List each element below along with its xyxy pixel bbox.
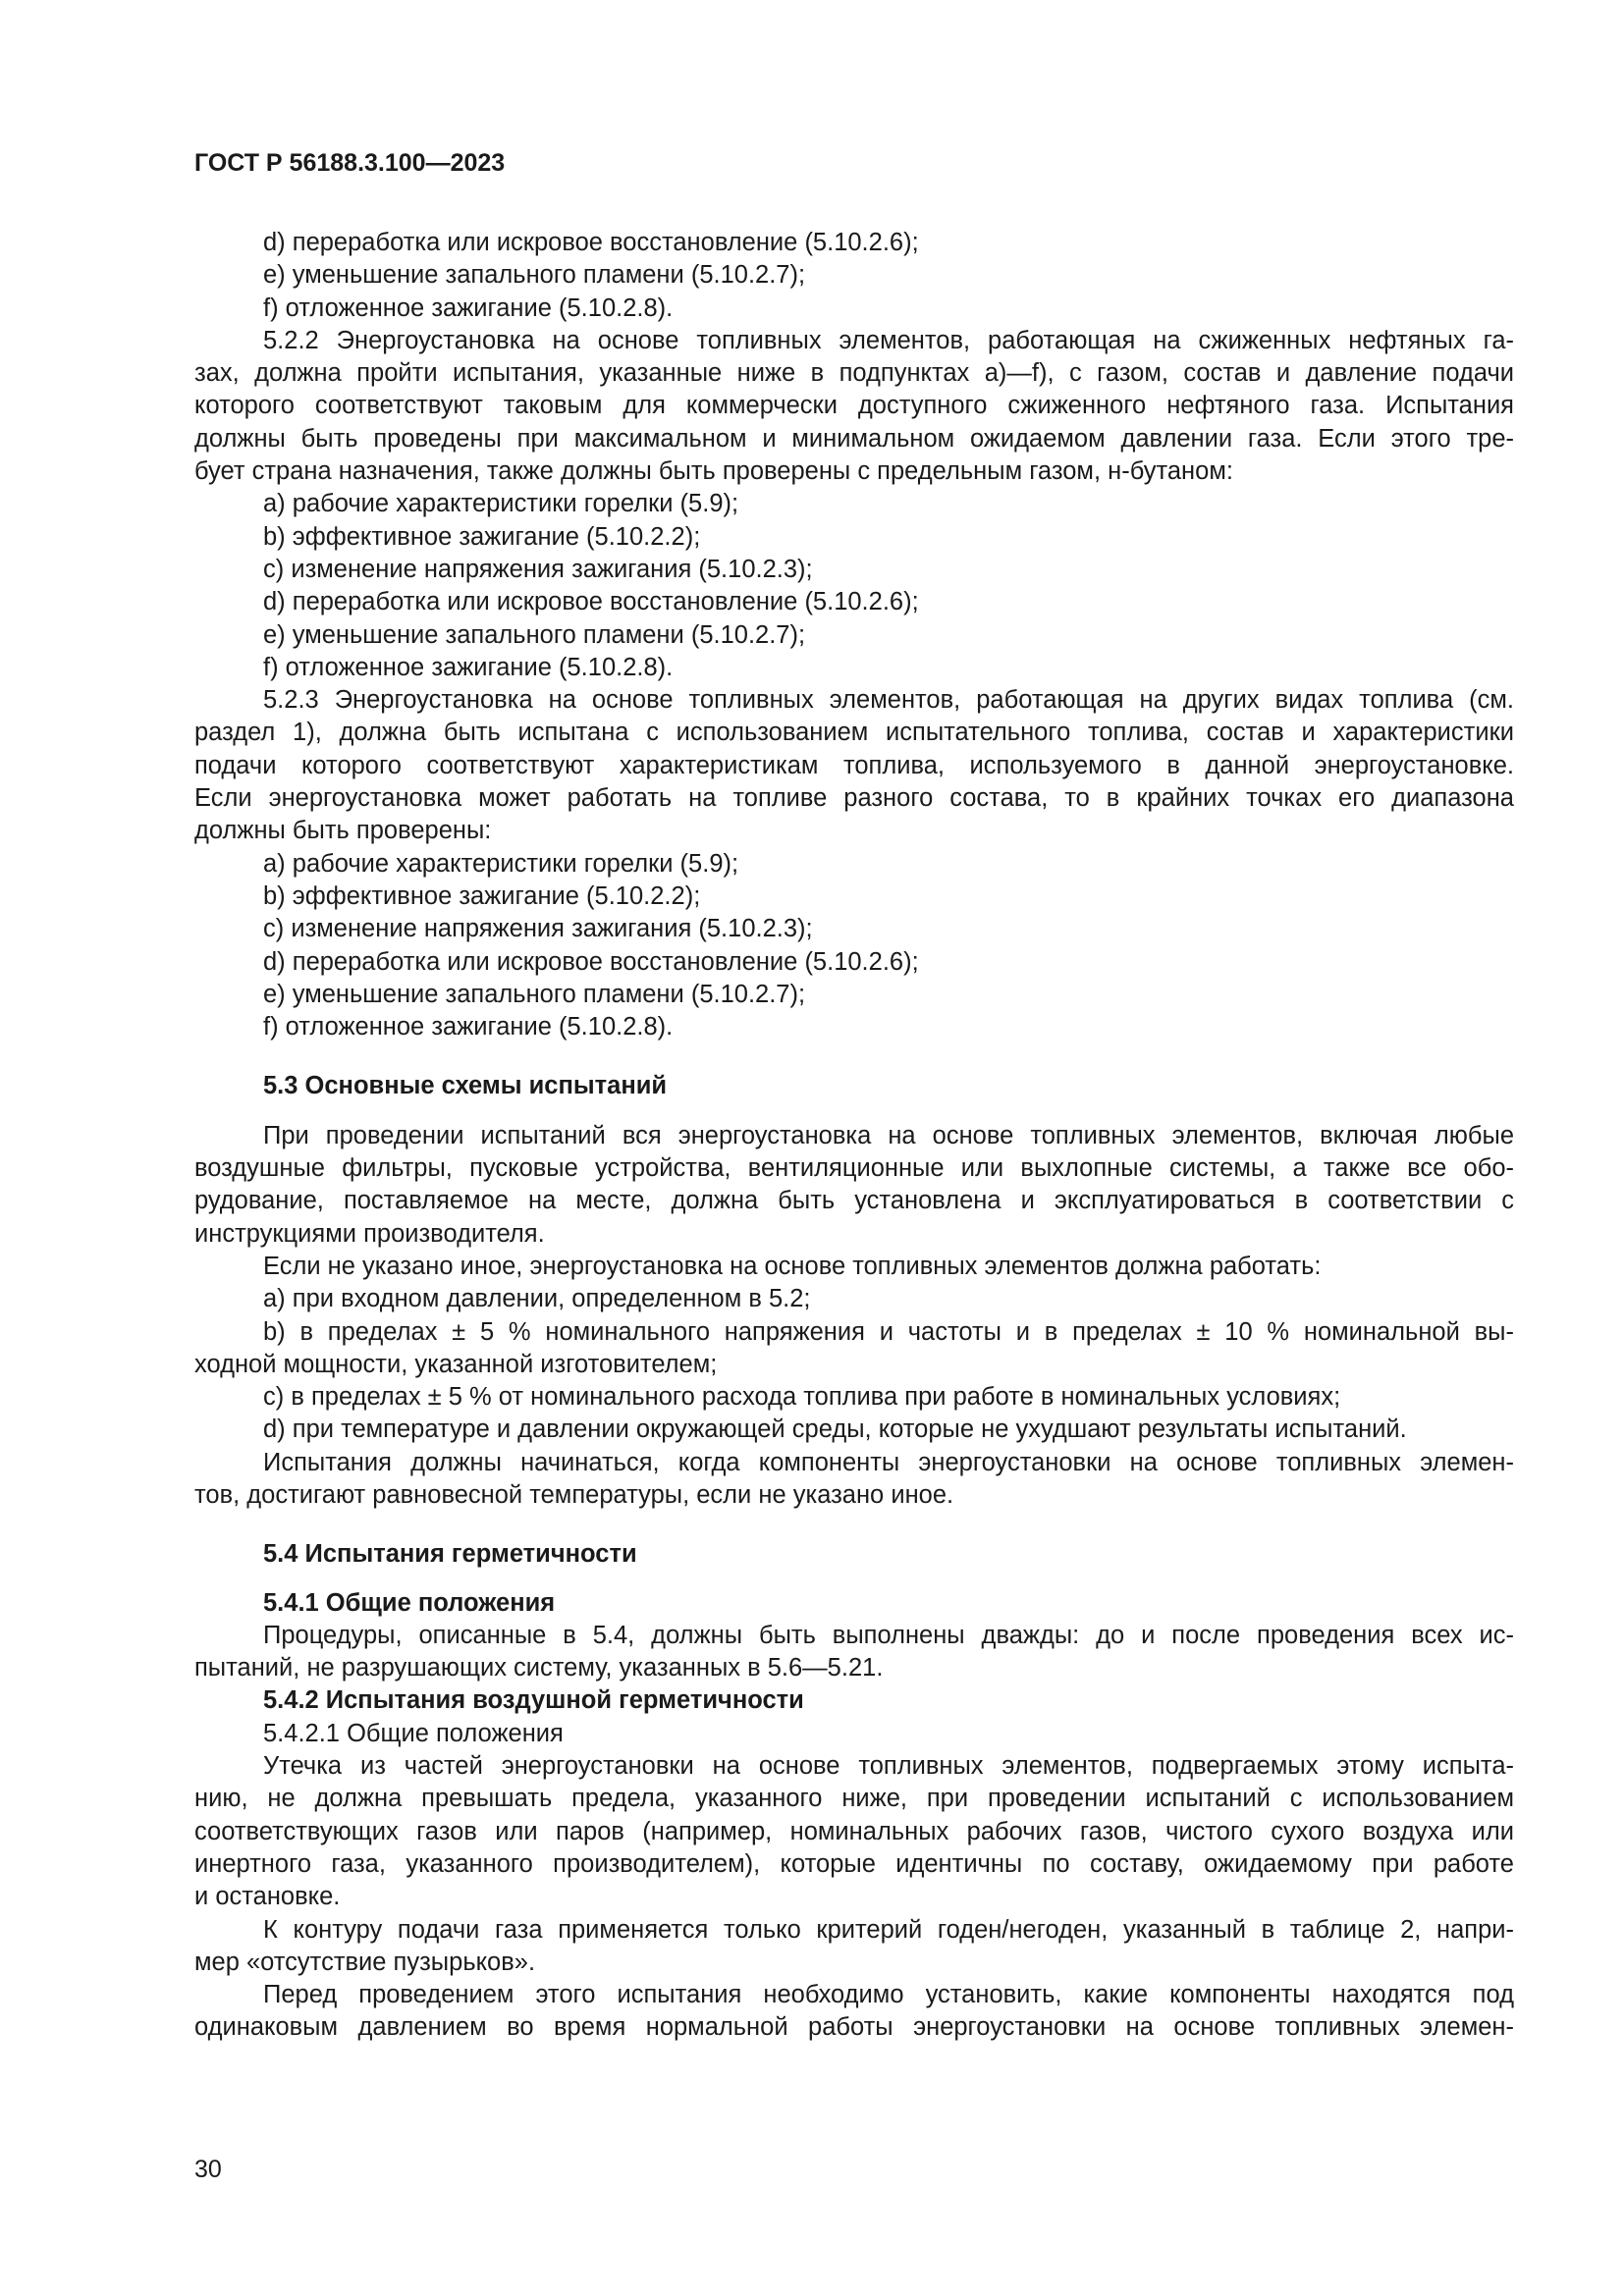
- paragraph-line: должны быть проверены:: [194, 817, 492, 845]
- document-header: ГОСТ Р 56188.3.100—2023: [194, 149, 506, 177]
- paragraph-line: инертного газа, указанного производителем), которые идентичны по составу, ожидаемому при работе: [194, 1849, 1514, 1878]
- paragraph-line: тов, достигают равновесной температуры, если не указано иное.: [194, 1480, 954, 1509]
- paragraph-line: Испытания должны начинаться, когда компоненты энергоустановки на основе топливных элемен-: [263, 1448, 1514, 1476]
- paragraph-line: инструкциями производителя.: [194, 1219, 545, 1248]
- paragraph-line: При проведении испытаний вся энергоустановка на основе топливных элементов, включая любые: [263, 1121, 1514, 1149]
- list-item: d) переработка или искровое восстановление (5.10.2.6);: [263, 947, 919, 976]
- document-body: [194, 227, 1514, 2045]
- list-item: a) рабочие характеристики горелки (5.9);: [263, 849, 739, 878]
- section-heading: 5.4 Испытания герметичности: [263, 1540, 637, 1569]
- paragraph-line: 5.2.2 Энергоустановка на основе топливных элементов, работающая на сжиженных нефтяных га-: [263, 326, 1514, 354]
- list-item: b) эффективное зажигание (5.10.2.2);: [263, 522, 701, 551]
- paragraph-line: пытаний, не разрушающих систему, указанных в 5.6—5.21.: [194, 1654, 884, 1682]
- paragraph-line: соответствующих газов или паров (например, номинальных рабочих газов, чистого сухого воздуха или: [194, 1817, 1514, 1845]
- paragraph-line: К контуру подачи газа применяется только критерий годен/негоден, указанный в таблице 2, напри-: [263, 1915, 1514, 1944]
- list-item: f) отложенное зажигание (5.10.2.8).: [263, 653, 674, 681]
- paragraph-line: 5.2.3 Энергоустановка на основе топливных элементов, работающая на других видах топлива (см.: [263, 686, 1514, 715]
- list-item: d) переработка или искровое восстановление (5.10.2.6);: [263, 229, 919, 256]
- list-item: c) изменение напряжения зажигания (5.10.2.3);: [263, 555, 813, 583]
- paragraph-line: и остановке.: [194, 1883, 341, 1911]
- section-heading: 5.3 Основные схемы испытаний: [263, 1072, 668, 1100]
- paragraph-line: воздушные фильтры, пусковые устройства, вентиляционные или выхлопные системы, а также все обо-: [194, 1154, 1514, 1183]
- paragraph-line: которого соответствуют таковым для коммерчески доступного сжиженного нефтяного газа. Испытания: [194, 392, 1514, 420]
- paragraph-line: бует страна назначения, также должны быть проверены с предельным газом, н-бутаном:: [194, 457, 1233, 486]
- paragraph-line: Если энергоустановка может работать на топливе разного состава, то в крайних точках его диапазона: [194, 784, 1514, 813]
- list-item-continuation: ходной мощности, указанной изготовителем;: [194, 1350, 718, 1378]
- paragraph-line: должны быть проведены при максимальном и минимальном ожидаемом давлении газа. Если этого тре-: [194, 424, 1514, 453]
- page-number: 30: [194, 2156, 222, 2183]
- paragraph-line: Если не указано иное, энергоустановка на основе топливных элементов должна работать:: [263, 1252, 1322, 1280]
- list-item: a) рабочие характеристики горелки (5.9);: [263, 490, 739, 518]
- subsection-title: 5.4.2.1 Общие положения: [263, 1719, 564, 1747]
- list-item: c) в пределах ± 5 % от номинального расхода топлива при работе в номинальных условиях;: [263, 1383, 1341, 1412]
- list-item: f) отложенное зажигание (5.10.2.8).: [263, 1013, 674, 1041]
- paragraph-line: раздел 1), должна быть испытана с использованием испытательного топлива, состав и характеристики: [194, 719, 1514, 747]
- list-item: d) переработка или искровое восстановление (5.10.2.6);: [263, 588, 919, 616]
- list-item: b) в пределах ± 5 % номинального напряжения и частоты и в пределах ± 10 % номинальной вы-: [263, 1317, 1514, 1346]
- paragraph-line: зах, должна пройти испытания, указанные ниже в подпунктах a)—f), с газом, состав и давление подачи: [194, 359, 1514, 388]
- paragraph-line: Перед проведением этого испытания необходимо установить, какие компоненты находятся под: [263, 1981, 1514, 2009]
- list-item: e) уменьшение запального пламени (5.10.2.7);: [263, 980, 806, 1008]
- paragraph-line: Утечка из частей энергоустановки на основе топливных элементов, подвергаемых этому испыта-: [263, 1752, 1514, 1781]
- list-item: b) эффективное зажигание (5.10.2.2);: [263, 881, 701, 910]
- paragraph-line: подачи которого соответствуют характеристикам топлива, используемого в данной энергоустановке.: [194, 751, 1514, 779]
- paragraph-line: Процедуры, описанные в 5.4, должны быть выполнены дважды: до и после проведения всех ис-: [263, 1621, 1514, 1649]
- list-item: c) изменение напряжения зажигания (5.10.2.3);: [263, 915, 813, 943]
- paragraph-line: нию, не должна превышать предела, указанного ниже, при проведении испытаний с использованием: [194, 1785, 1514, 1813]
- subsection-heading: 5.4.1 Общие положения: [263, 1588, 556, 1617]
- paragraph-line: мер «отсутствие пузырьков».: [194, 1948, 536, 1976]
- paragraph-line: одинаковым давлением во время нормальной работы энергоустановки на основе топливных элемен-: [194, 2013, 1514, 2042]
- subsection-heading: 5.4.2 Испытания воздушной герметичности: [263, 1686, 804, 1715]
- list-item: d) при температуре и давлении окружающей среды, которые не ухудшают результаты испытаний.: [263, 1415, 1407, 1444]
- paragraph-line: рудование, поставляемое на месте, должна быть установлена и эксплуатироваться в соответствии с: [194, 1187, 1514, 1215]
- list-item: e) уменьшение запального пламени (5.10.2.7);: [263, 261, 806, 290]
- list-item: a) при входном давлении, определенном в 5.2;: [263, 1285, 811, 1313]
- list-item: f) отложенное зажигание (5.10.2.8).: [263, 294, 674, 322]
- list-item: e) уменьшение запального пламени (5.10.2.7);: [263, 620, 806, 649]
